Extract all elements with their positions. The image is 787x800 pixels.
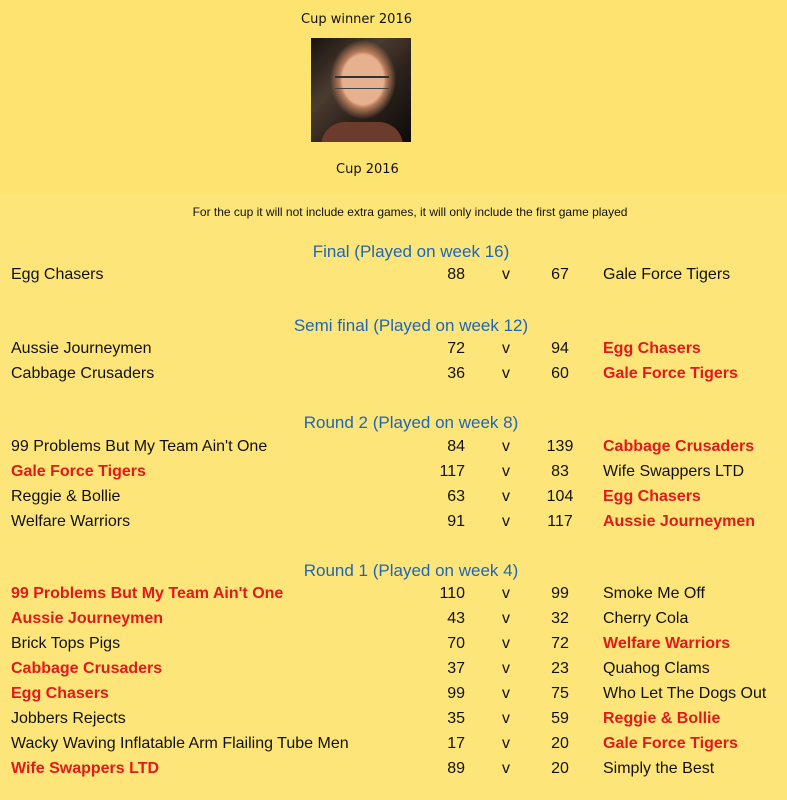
match-row bbox=[0, 340, 787, 365]
versus-label: v bbox=[502, 513, 510, 530]
match-row bbox=[0, 610, 787, 635]
versus-label: v bbox=[502, 735, 510, 752]
match-row bbox=[0, 488, 787, 513]
versus-label: v bbox=[502, 463, 510, 480]
versus-label: v bbox=[502, 438, 510, 455]
home-team: Welfare Warriors bbox=[11, 513, 131, 530]
away-team: Gale Force Tigers bbox=[603, 266, 731, 283]
away-team: Wife Swappers LTD bbox=[603, 463, 745, 480]
home-score: 117 bbox=[439, 463, 465, 480]
away-score: 23 bbox=[551, 660, 569, 677]
versus-label: v bbox=[502, 266, 510, 283]
home-team: Egg Chasers bbox=[11, 685, 109, 702]
versus-label: v bbox=[502, 685, 510, 702]
home-score: 36 bbox=[447, 365, 465, 382]
away-team: Welfare Warriors bbox=[603, 635, 731, 652]
away-score: 60 bbox=[551, 365, 569, 382]
match-row bbox=[0, 685, 787, 710]
home-team: Cabbage Crusaders bbox=[11, 365, 155, 382]
home-score: 63 bbox=[447, 488, 465, 505]
home-team: Brick Tops Pigs bbox=[11, 635, 121, 652]
home-team: Aussie Journeymen bbox=[11, 340, 152, 357]
away-score: 59 bbox=[551, 710, 569, 727]
home-score: 43 bbox=[447, 610, 465, 627]
shirt-detail bbox=[321, 122, 403, 142]
home-score: 88 bbox=[447, 266, 465, 283]
round-heading: Round 1 (Played on week 4) bbox=[303, 561, 519, 580]
home-score: 89 bbox=[447, 760, 465, 777]
home-score: 110 bbox=[439, 585, 465, 602]
versus-label: v bbox=[502, 365, 510, 382]
home-team: Egg Chasers bbox=[11, 266, 104, 283]
away-score: 94 bbox=[551, 340, 569, 357]
away-team: Gale Force Tigers bbox=[603, 365, 738, 382]
match-row bbox=[0, 585, 787, 610]
glasses-detail bbox=[335, 76, 389, 89]
photo-caption: Cup 2016 bbox=[336, 162, 399, 177]
home-score: 35 bbox=[447, 710, 465, 727]
match-row bbox=[0, 635, 787, 660]
cup-winner-header bbox=[0, 0, 787, 193]
match-row bbox=[0, 266, 787, 291]
home-score: 99 bbox=[447, 685, 465, 702]
away-score: 99 bbox=[551, 585, 569, 602]
cup-winner-title: Cup winner 2016 bbox=[301, 12, 412, 27]
home-score: 37 bbox=[447, 660, 465, 677]
away-score: 104 bbox=[546, 488, 574, 505]
away-team: Quahog Clams bbox=[603, 660, 710, 677]
cup-rules-note: For the cup it will not include extra games, it will only include the first game played bbox=[192, 205, 628, 219]
away-score: 117 bbox=[547, 513, 573, 530]
away-score: 20 bbox=[551, 760, 569, 777]
match-row bbox=[0, 365, 787, 390]
away-score: 83 bbox=[551, 463, 569, 480]
home-team: Wacky Waving Inflatable Arm Flailing Tube Men bbox=[11, 735, 349, 752]
versus-label: v bbox=[502, 488, 510, 505]
match-row bbox=[0, 513, 787, 538]
versus-label: v bbox=[502, 585, 510, 602]
home-team: Reggie & Bollie bbox=[11, 488, 121, 505]
home-score: 72 bbox=[447, 340, 465, 357]
home-team: Wife Swappers LTD bbox=[11, 760, 160, 777]
away-team: Cherry Cola bbox=[603, 610, 689, 627]
away-score: 67 bbox=[551, 266, 569, 283]
away-score: 72 bbox=[551, 635, 569, 652]
home-team: Gale Force Tigers bbox=[11, 463, 146, 480]
match-row bbox=[0, 760, 787, 785]
away-team: Egg Chasers bbox=[603, 488, 701, 505]
versus-label: v bbox=[502, 610, 510, 627]
round-heading: Final (Played on week 16) bbox=[312, 242, 510, 261]
match-row bbox=[0, 710, 787, 735]
away-team: Gale Force Tigers bbox=[603, 735, 738, 752]
home-score: 70 bbox=[447, 635, 465, 652]
away-team: Who Let The Dogs Out bbox=[603, 685, 767, 702]
away-score: 75 bbox=[551, 685, 569, 702]
home-team: Jobbers Rejects bbox=[11, 710, 126, 727]
match-row bbox=[0, 463, 787, 488]
home-team: 99 Problems But My Team Ain't One bbox=[11, 585, 284, 602]
away-team: Egg Chasers bbox=[603, 340, 701, 357]
versus-label: v bbox=[502, 760, 510, 777]
away-score: 139 bbox=[546, 438, 574, 455]
versus-label: v bbox=[502, 635, 510, 652]
match-row bbox=[0, 660, 787, 685]
cup-winner-photo bbox=[311, 38, 411, 142]
home-score: 84 bbox=[447, 438, 465, 455]
away-score: 20 bbox=[551, 735, 569, 752]
round-heading: Round 2 (Played on week 8) bbox=[303, 413, 519, 432]
versus-label: v bbox=[502, 710, 510, 727]
away-team: Aussie Journeymen bbox=[603, 513, 756, 530]
away-team: Simply the Best bbox=[603, 760, 715, 777]
home-score: 91 bbox=[447, 513, 465, 530]
away-score: 32 bbox=[551, 610, 569, 627]
away-team: Cabbage Crusaders bbox=[603, 438, 755, 455]
match-row bbox=[0, 438, 787, 463]
home-team: 99 Problems But My Team Ain't One bbox=[11, 438, 268, 455]
versus-label: v bbox=[502, 340, 510, 357]
away-team: Smoke Me Off bbox=[603, 585, 705, 602]
home-team: Aussie Journeymen bbox=[11, 610, 164, 627]
home-score: 17 bbox=[447, 735, 465, 752]
away-team: Reggie & Bollie bbox=[603, 710, 721, 727]
round-heading: Semi final (Played on week 12) bbox=[293, 316, 529, 335]
match-row bbox=[0, 735, 787, 760]
versus-label: v bbox=[502, 660, 510, 677]
home-team: Cabbage Crusaders bbox=[11, 660, 163, 677]
